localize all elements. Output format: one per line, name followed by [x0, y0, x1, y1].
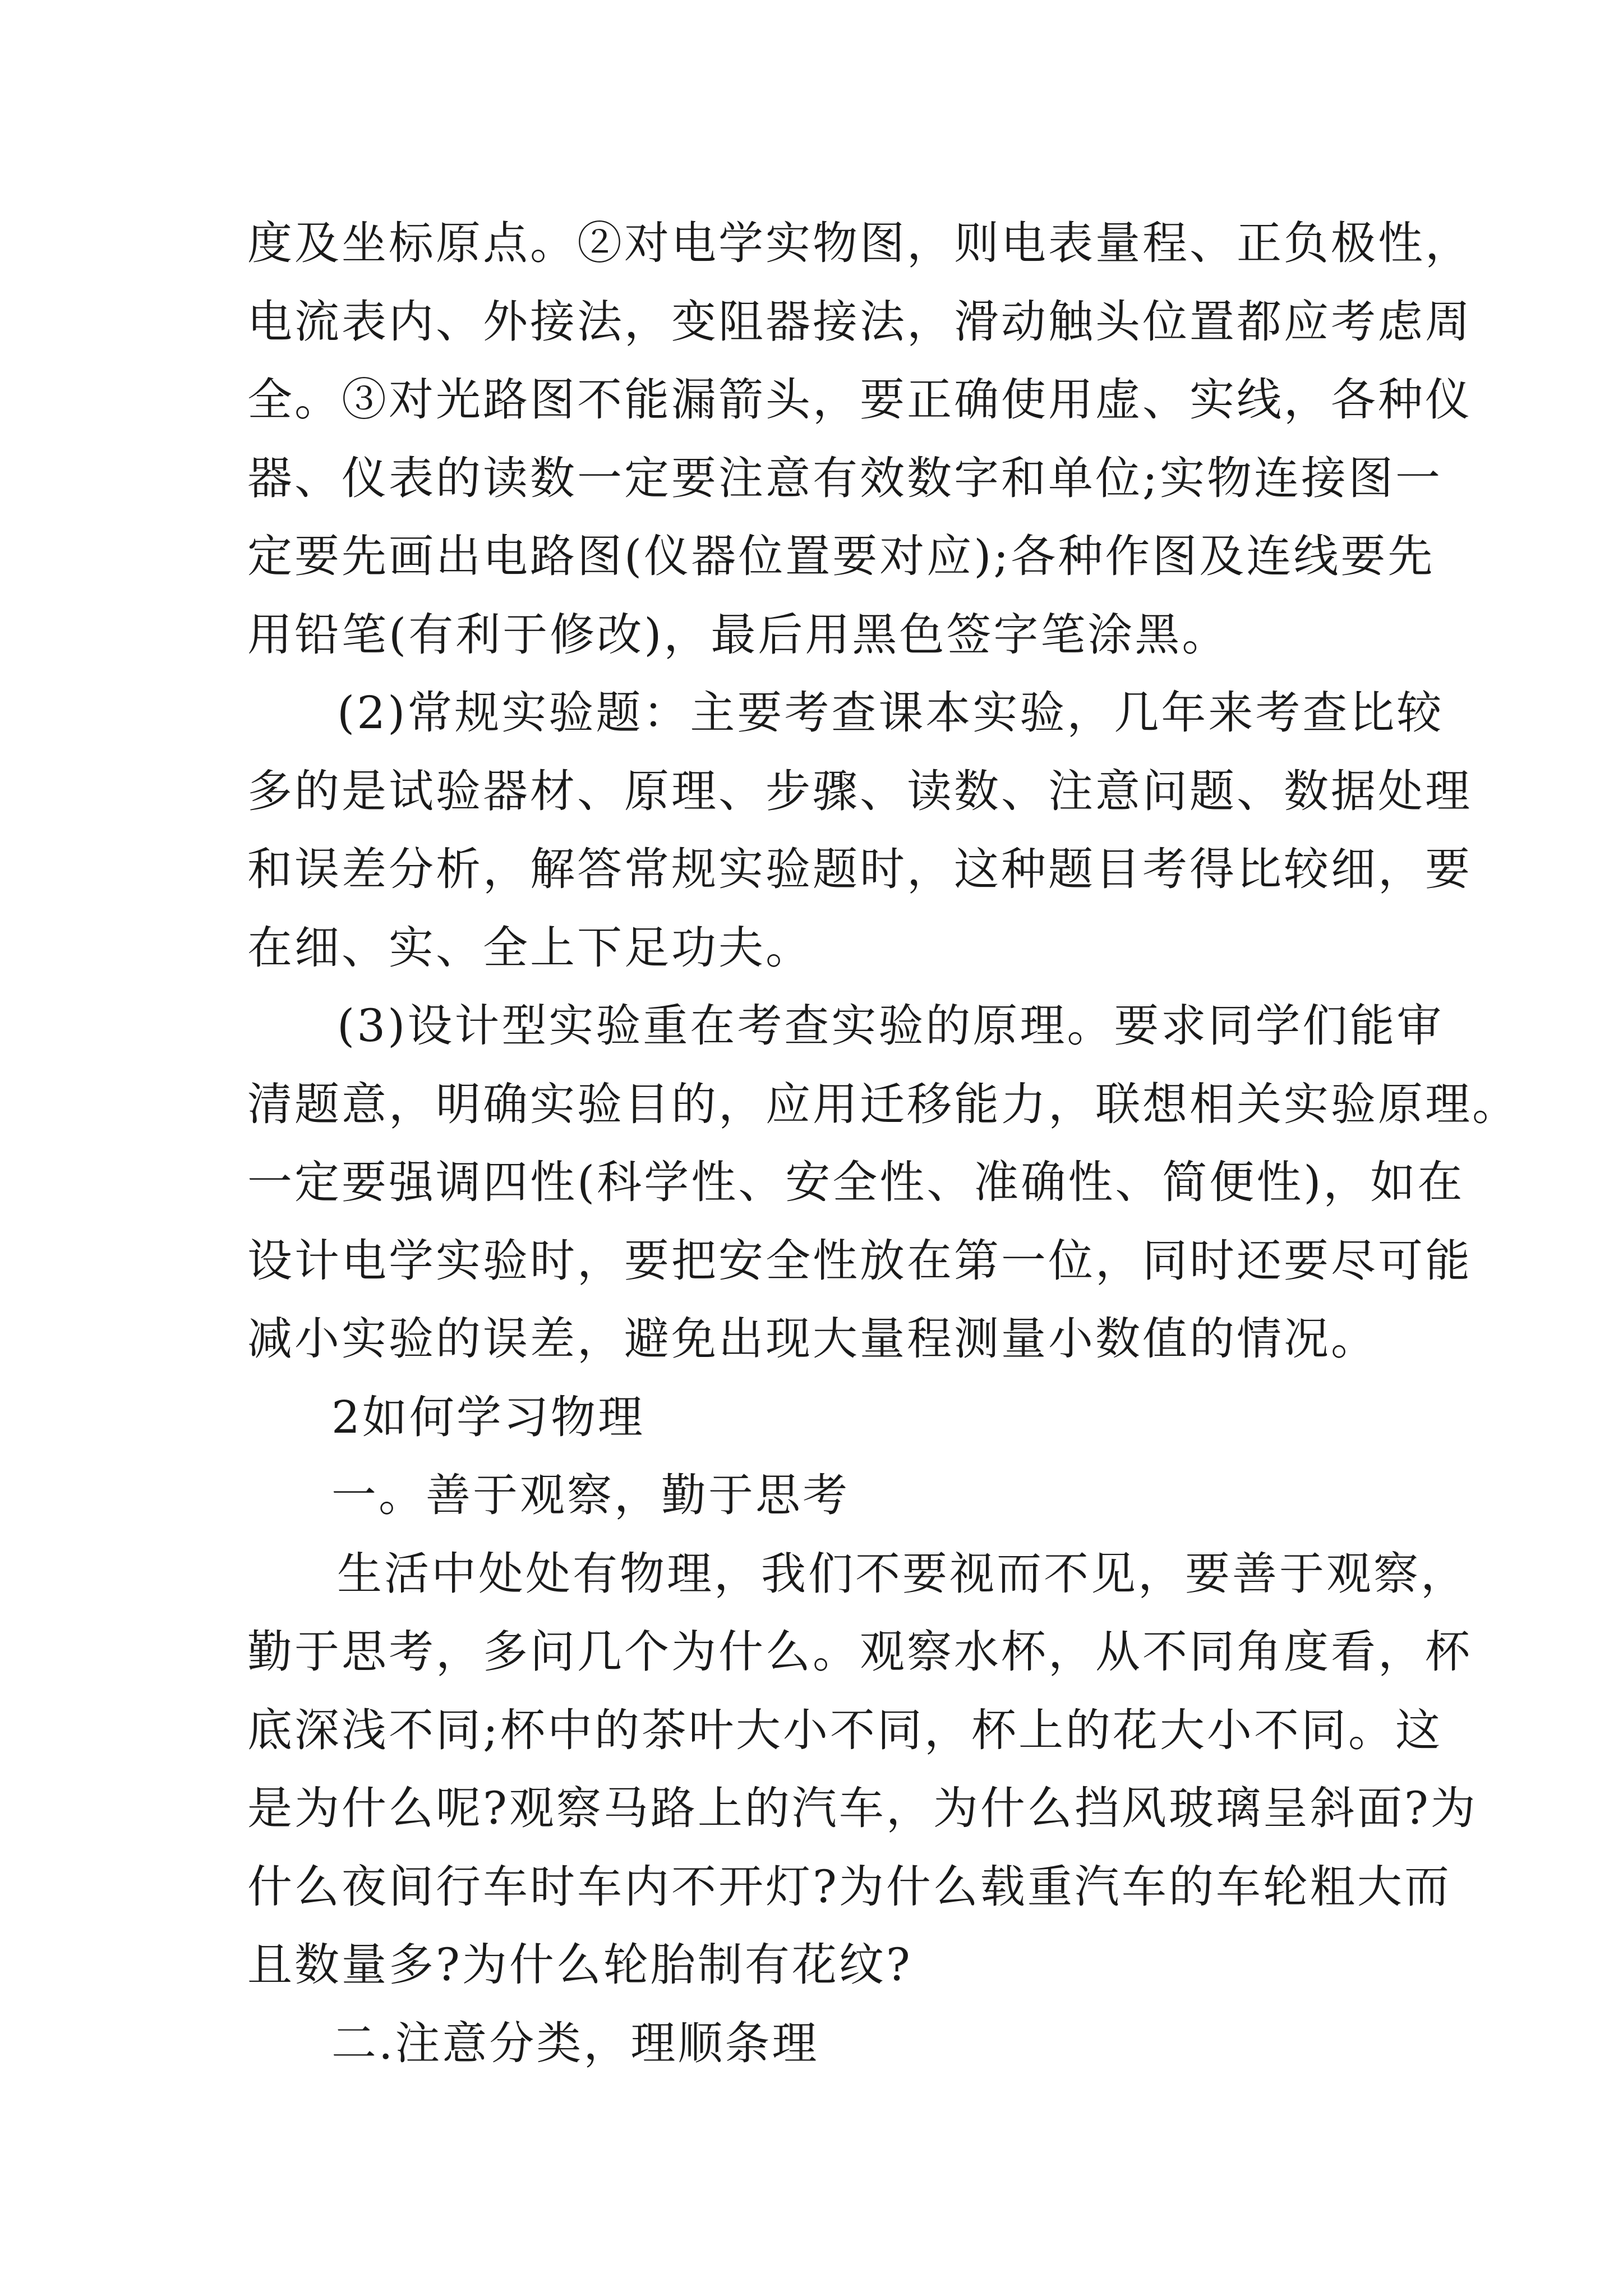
- text-line: 和误差分析，解答常规实验题时，这种题目考得比较细，要: [247, 843, 1472, 895]
- text-line: 勤于思考，多问几个为什么。观察水杯，从不同角度看，杯: [247, 1626, 1472, 1678]
- subsection-heading: 一。善于观察，勤于思考: [331, 1469, 850, 1521]
- paragraph-start-line: 生活中处处有物理，我们不要视而不见，要善于观察，: [337, 1547, 1468, 1600]
- paragraph-start-line: (3)设计型实验重在考查实验的原理。要求同学们能审: [337, 1000, 1444, 1052]
- text-line: 一定要强调四性(科学性、安全性、准确性、简便性)，如在: [247, 1156, 1465, 1208]
- text-line: 定要先画出电路图(仪器位置要对应);各种作图及连线要先: [247, 530, 1435, 582]
- text-line: 度及坐标原点。②对电学实物图，则电表量程、正负极性，: [247, 217, 1472, 269]
- paragraph-start-line: (2)常规实验题：主要考查课本实验，几年来考查比较: [337, 687, 1444, 739]
- text-line: 全。③对光路图不能漏箭头，要正确使用虚、实线，各种仪: [247, 374, 1472, 426]
- text-line: 清题意，明确实验目的，应用迁移能力，联想相关实验原理。: [247, 1078, 1519, 1130]
- subsection-heading: 二.注意分类，理顺条理: [331, 2017, 819, 2069]
- section-heading: 2如何学习物理: [331, 1391, 645, 1443]
- text-line: 底深浅不同;杯中的茶叶大小不同，杯上的花大小不同。这: [247, 1704, 1442, 1756]
- text-line: 什么夜间行车时车内不开灯?为什么载重汽车的车轮粗大而: [247, 1860, 1451, 1913]
- document-body: [247, 204, 1519, 2082]
- text-line: 是为什么呢?观察马路上的汽车，为什么挡风玻璃呈斜面?为: [247, 1782, 1478, 1834]
- text-line: 用铅笔(有利于修改)，最后用黑色签字笔涂黑。: [247, 608, 1229, 661]
- text-line: 在细、实、全上下足功夫。: [247, 921, 813, 974]
- text-line: 器、仪表的读数一定要注意有效数字和单位;实物连接图一: [247, 452, 1442, 504]
- text-line: 多的是试验器材、原理、步骤、读数、注意问题、数据处理: [247, 765, 1472, 817]
- text-line: 且数量多?为什么轮胎制有花纹?: [247, 1939, 912, 1991]
- text-line: 电流表内、外接法，变阻器接法，滑动触头位置都应考虑周: [247, 295, 1472, 348]
- text-line: 设计电学实验时，要把安全性放在第一位，同时还要尽可能: [247, 1234, 1472, 1287]
- text-line: 减小实验的误差，避免出现大量程测量小数值的情况。: [247, 1313, 1378, 1365]
